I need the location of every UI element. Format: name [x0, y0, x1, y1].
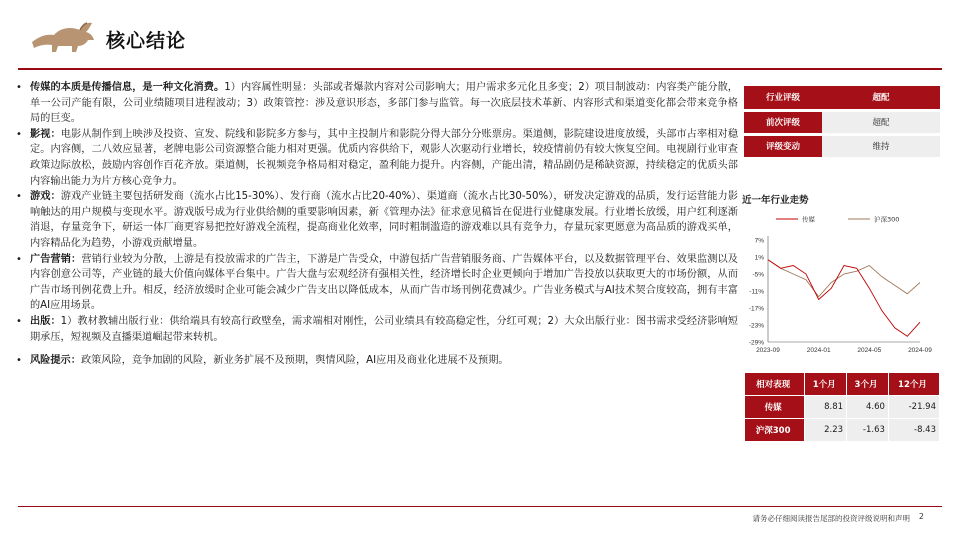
performance-header: 1个月 [805, 373, 847, 396]
y-tick-label: -5% [752, 271, 764, 279]
industry-trend-chart [736, 210, 946, 360]
rating-label: 行业评级 [744, 86, 822, 110]
bullet-lead: 传媒的本质是传播信息，是一种文化消费。 [30, 82, 225, 93]
performance-cell: -21.94 [888, 396, 939, 419]
rating-row [744, 134, 940, 158]
performance-header: 12个月 [888, 373, 939, 396]
page-title: 核心结论 [106, 30, 187, 52]
bullet-text: 1）内容属性明显：头部或者爆款内容对公司影响大；用户需求多元化且多变；2）项目制波动：内容类产能分散，单一公司产能有限，公司业绩随项目进程波动；3）政策管控：涉及意识形态，多部门参与监管。每一次底层技术革新、内容形式和渠道变化都会带来竞争格局的巨变。 [30, 82, 738, 125]
y-tick-label: 1% [754, 254, 764, 262]
bullet-text: 游戏产业链主要包括研发商（流水占比15-30%）、发行商（流水占比20-40%）、渠道商（流水占比30-50%），研发决定游戏的品质，发行运营能力影响触达的用户规模与变现水平。游戏版号成为行业供给侧的重要影响因素，新《管理办法》征求意见稿旨在促进行业健康发展。行业增长放缓，用户红利逐渐消退，存量竞争下，研运一体厂商更容易把控好游戏全流程，提高商业化效率，同时粗制滥造的游戏难以具有竞争力，存量玩家更愿意为高品质的游戏买单，内容精品化为趋势，小游戏贡献增量。 [30, 191, 738, 249]
performance-row-label: 传媒 [745, 396, 805, 419]
bullet-dot-icon: • [16, 253, 22, 265]
bullet-dot-icon: • [16, 82, 22, 93]
performance-cell: -1.63 [847, 419, 889, 442]
bullet-advertising [16, 252, 738, 314]
performance-cell: 4.60 [847, 396, 889, 419]
header-divider [18, 68, 942, 70]
footer-divider [18, 506, 942, 507]
bullet-text: 1）教材教辅出版行业：供给端具有较高行政壁垒，需求端相对刚性，公司业绩具有较高稳定性，分红可观；2）大众出版行业：图书需求受经济影响短期承压，短视频及直播渠道崛起带来转机。 [30, 315, 738, 343]
y-tick-label: -29% [748, 339, 764, 347]
bullet-lead: 游戏： [30, 191, 61, 203]
y-tick-label: -11% [749, 288, 764, 296]
bullet-dot-icon: • [16, 355, 22, 367]
bullet-publishing [16, 314, 738, 345]
rating-row [744, 110, 940, 134]
x-tick-label: 2024-01 [806, 347, 831, 354]
y-tick-label: -23% [748, 322, 764, 330]
bullet-lead: 出版： [30, 315, 61, 327]
rating-label: 评级变动 [744, 134, 822, 158]
page-number: 2 [918, 512, 924, 521]
rating-value: 超配 [822, 110, 940, 134]
performance-cell: 8.81 [805, 396, 847, 419]
performance-row-label: 沪深300 [745, 419, 805, 442]
bullet-risk [16, 353, 738, 369]
performance-row [745, 419, 940, 442]
bullet-lead: 风险提示： [30, 355, 81, 367]
x-tick-label: 2023-09 [756, 347, 780, 354]
rating-table [744, 86, 940, 160]
performance-header: 相对表现 [745, 373, 805, 396]
bullet-lead: 影视： [30, 128, 61, 140]
x-tick-label: 2024-05 [857, 347, 882, 354]
rating-label: 前次评级 [744, 110, 822, 134]
bullet-dot-icon: • [16, 128, 22, 140]
performance-header-row [745, 373, 940, 396]
rating-value: 维持 [822, 134, 940, 158]
x-tick-label: 2024-09 [908, 347, 932, 354]
bullet-text: 营销行业较为分散，上游是有投放需求的广告主，下游是广告受众，中游包括广告营销服务商、广告媒体平台，以及数据管理平台、效果监测以及内容创意公司等，产业链的最大价值向媒体平台集中。广告大盘与宏观经济有强相关性，经济增长时企业更倾向于增加广告投放以获取更大的市场份额，从而广告市场刊例花费上升。相反，经济放缓时企业可能会减少广告支出以降低成本，从而广告市场刊例花费减少。广告业务模式与AI技术契合度较高，拥有丰富的AI应用场景。 [30, 253, 738, 312]
bullet-text: 政策风险，竞争加剧的风险，新业务扩展不及预期，舆情风险，AI应用及商业化进展不及预期。 [80, 355, 509, 367]
rating-row [744, 86, 940, 110]
bullet-film-tv [16, 127, 738, 189]
chart-title: 近一年行业走势 [742, 195, 809, 206]
bullet-dot-icon: • [16, 191, 22, 203]
footer-disclaimer: 请务必仔细阅读报告尾部的投资评级说明和声明 [752, 514, 910, 523]
bullet-lead: 广告营销： [30, 253, 82, 265]
y-tick-label: -17% [748, 305, 764, 313]
bullet-text: 电影从制作到上映涉及投资、宣发、院线和影院多方参与，其中主投制片和影院分得大部分分账票房。渠道侧，影院建设进度放缓，头部市占率相对稳定。内容侧，二八效应显著，老牌电影公司资源整合能力相对更强。优质内容供给下，观影人次驱动行业增长，较疫情前仍有较大恢复空间。电视剧行业审查政策边际放松，鼓励内容创作百花齐放。渠道侧，长视频竞争格局相对稳定，盈利能力提升。内容侧，产能出清，精品剧仍是稀缺资源，持续稳定的优质头部内容输出能力为片方核心竞争力。 [30, 128, 739, 187]
legend-label: 沪深300 [874, 215, 900, 224]
bull-logo-icon [30, 18, 96, 56]
performance-cell: -8.43 [888, 419, 939, 442]
series-line [768, 260, 920, 337]
bullet-games [16, 189, 738, 251]
bullet-media-essence [16, 80, 738, 127]
performance-cell: 2.23 [805, 419, 847, 442]
bullet-dot-icon: • [16, 315, 22, 327]
y-tick-label: 7% [754, 237, 764, 245]
main-content [16, 80, 738, 369]
performance-row [745, 396, 940, 419]
rating-value: 超配 [822, 86, 940, 110]
performance-table [744, 372, 940, 442]
legend-label: 传媒 [802, 215, 815, 224]
performance-header: 3个月 [847, 373, 889, 396]
